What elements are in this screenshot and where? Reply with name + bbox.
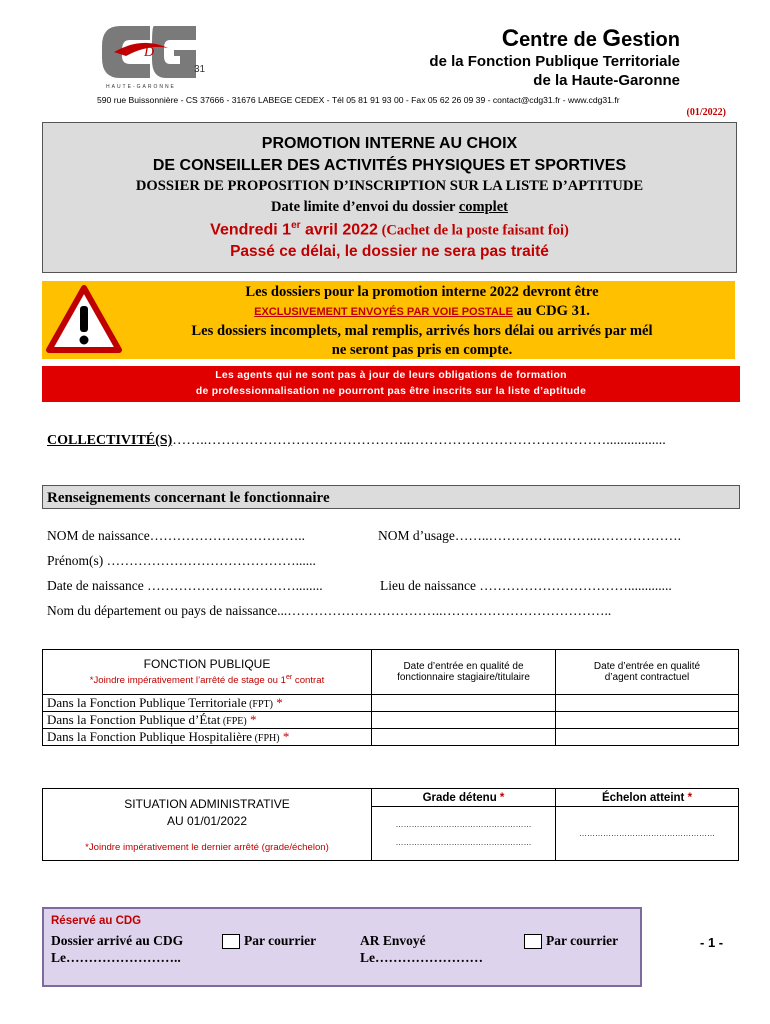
checkbox-1[interactable] bbox=[222, 934, 240, 949]
fp-table-head-titulaire: Date d’entrée en qualité de fonctionnaire stagiaire/titulaire bbox=[372, 650, 556, 695]
reserve-label: Réservé au CDG bbox=[51, 915, 142, 927]
date-ar-field[interactable]: Le…………………… bbox=[360, 950, 483, 965]
nom-naissance-field[interactable]: NOM de naissance…………………………….. bbox=[47, 528, 305, 543]
fpt-titulaire-date-cell[interactable] bbox=[372, 695, 556, 712]
page-number: - 1 - bbox=[700, 935, 724, 950]
fph-contractuel-date-cell[interactable] bbox=[556, 729, 739, 746]
title-line3: DOSSIER DE PROPOSITION D’INSCRIPTION SUR LA LISTE D’APTITUDE bbox=[135, 178, 644, 194]
postal-warning-text: Les dossiers pour la promotion interne 2022 devront être EXCLUSIVEMENT ENVOYÉS PAR VOIE POSTALE au CDG 31. Les dossiers incomplets, mal remplis, arrivés hors délai ou arrivés par mél ne seront pas pris en compte. bbox=[191, 284, 653, 358]
date-naissance-field[interactable]: Date de naissance ……………………………........ bbox=[47, 578, 323, 593]
grade-column-header: Grade détenu * bbox=[372, 789, 556, 807]
org-name-line3: de la Haute-Garonne bbox=[533, 72, 680, 89]
fpt-contractuel-date-cell[interactable] bbox=[556, 695, 739, 712]
org-name-line2: de la Fonction Publique Territoriale bbox=[429, 53, 680, 70]
deadline-warning: Passé ce délai, le dossier ne sera pas traité bbox=[230, 243, 549, 261]
dossier-arrive-label: Dossier arrivé au CDG bbox=[51, 933, 184, 948]
fp-table-head-label: FONCTION PUBLIQUE *Joindre impérativement l’arrêté de stage ou 1er contrat bbox=[43, 650, 372, 695]
svg-text:31: 31 bbox=[194, 64, 206, 75]
title-box bbox=[42, 122, 737, 273]
checkbox-2[interactable] bbox=[524, 934, 542, 949]
fp-table-head-contractuel: Date d’entrée en qualité d’agent contractuel bbox=[556, 650, 739, 695]
postal-warning-box bbox=[42, 281, 735, 359]
par-courrier-option-1[interactable]: Par courrier bbox=[222, 933, 316, 949]
fpe-titulaire-date-cell[interactable] bbox=[372, 712, 556, 729]
title-line1: PROMOTION INTERNE AU CHOIX bbox=[261, 135, 518, 152]
org-address: 590 rue Buissonnière - CS 37666 - 31676 LABEGE CEDEX - Tél 05 81 91 93 00 - Fax 05 62 26 09 39 - contact@cdg31.fr - www.cdg31.fr bbox=[97, 95, 620, 105]
par-courrier-option-2[interactable]: Par courrier bbox=[524, 933, 618, 949]
collectivite-field[interactable]: COLLECTIVITÉ(S)……..……………………………………..……………………………………................. bbox=[47, 433, 666, 448]
lieu-naissance-field[interactable]: Lieu de naissance ……………………………............. bbox=[380, 578, 672, 593]
nom-usage-field[interactable]: NOM d’usage……..……………..……..………………. bbox=[378, 528, 681, 543]
logo-subtitle: HAUTE-GARONNE bbox=[106, 84, 176, 90]
cdg31-logo bbox=[92, 22, 207, 92]
fph-titulaire-date-cell[interactable] bbox=[372, 729, 556, 746]
org-name-line1: Centre de Gestion bbox=[501, 25, 680, 52]
table-row bbox=[43, 729, 739, 746]
departement-field[interactable]: Nom du département ou pays de naissance...……………………………..……………………………….. bbox=[47, 603, 612, 618]
fpt-row-label: Dans la Fonction Publique Territoriale (FPT) * bbox=[43, 695, 372, 712]
svg-text:D: D bbox=[144, 45, 155, 60]
fph-row-label: Dans la Fonction Publique Hospitalière (FPH) * bbox=[43, 729, 372, 746]
echelon-input-cell[interactable]: …………………………………………… bbox=[556, 807, 739, 861]
situation-administrative-table bbox=[42, 788, 739, 861]
echelon-column-header: Échelon atteint * bbox=[556, 789, 739, 807]
form-reference: (01/2022) bbox=[686, 107, 726, 118]
fonction-publique-table bbox=[42, 649, 739, 746]
fpe-row-label: Dans la Fonction Publique d’État (FPE) * bbox=[43, 712, 372, 729]
table-row bbox=[43, 712, 739, 729]
reserve-cdg-box bbox=[42, 907, 642, 987]
fpe-contractuel-date-cell[interactable] bbox=[556, 712, 739, 729]
section-heading-agent: Renseignements concernant le fonctionnaire bbox=[42, 485, 740, 509]
grade-input-cell[interactable]: …………………………………………… …………………………………………… bbox=[372, 807, 556, 861]
date-arrive-field[interactable]: Le…………………….. bbox=[51, 950, 181, 965]
deadline-date: Vendredi 1er avril 2022 (Cachet de la poste faisant foi) bbox=[210, 220, 569, 239]
ar-envoye-label: AR Envoyé bbox=[360, 933, 426, 948]
training-obligation-banner: Les agents qui ne sont pas à jour de leurs obligations de formation de professionnalisation ne pourront pas être inscrits sur la liste d’aptitude bbox=[42, 366, 740, 402]
deadline-label: Date limite d’envoi du dossier complet bbox=[271, 199, 508, 215]
prenom-field[interactable]: Prénom(s) ……………………………………...... bbox=[47, 553, 316, 568]
title-line2: DE CONSEILLER DES ACTIVITÉS PHYSIQUES ET SPORTIVES bbox=[152, 157, 627, 174]
table-row bbox=[43, 695, 739, 712]
sa-label-cell: SITUATION ADMINISTRATIVE AU 01/01/2022 *Joindre impérativement le dernier arrêté (grade/échelon) bbox=[43, 789, 372, 861]
